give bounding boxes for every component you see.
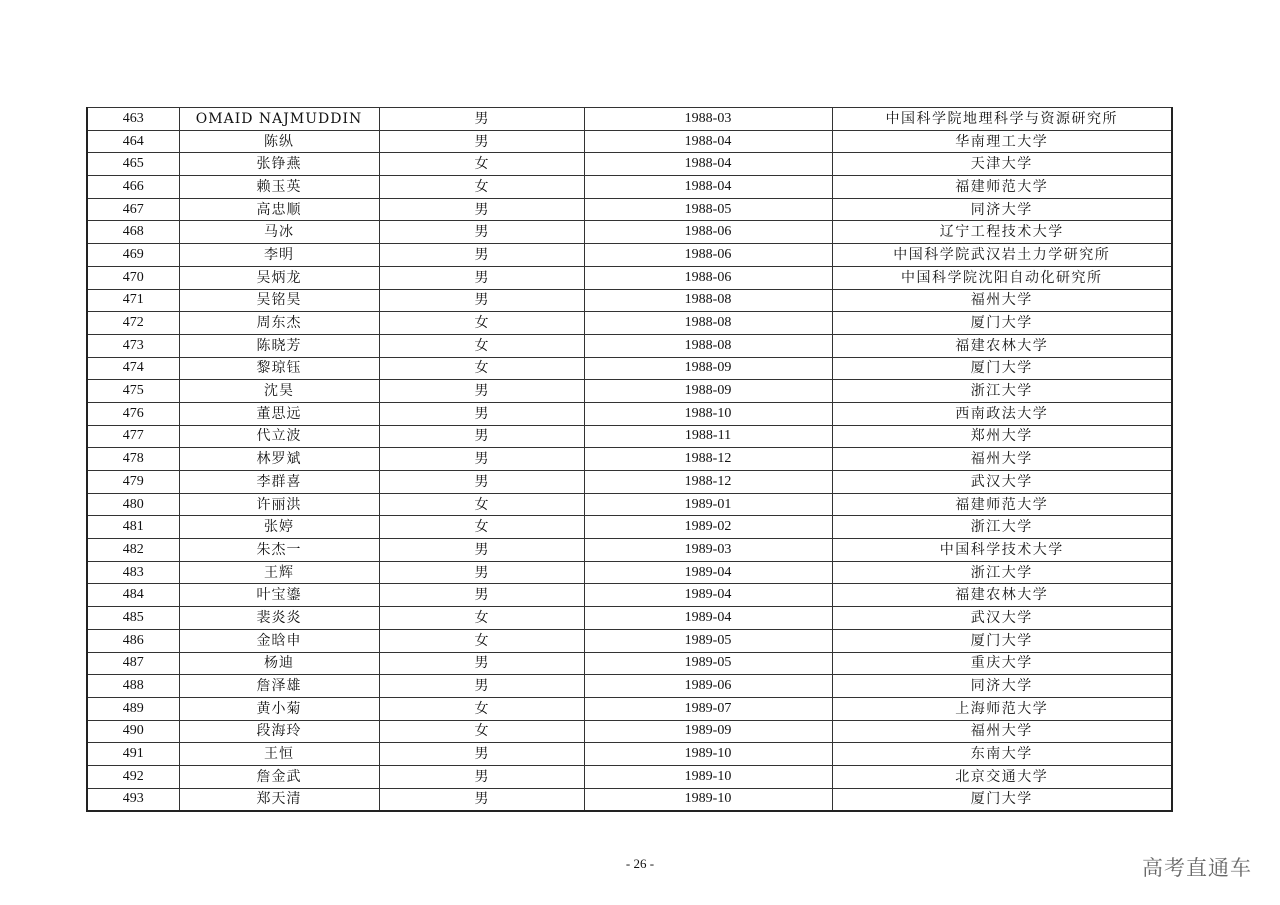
cell-name: 吴铭昊 — [179, 289, 379, 312]
cell-birth-date: 1989-05 — [584, 629, 832, 652]
cell-institution: 福建师范大学 — [832, 176, 1172, 199]
cell-gender: 女 — [379, 312, 584, 335]
cell-gender: 女 — [379, 334, 584, 357]
cell-institution: 武汉大学 — [832, 471, 1172, 494]
cell-birth-date: 1988-06 — [584, 266, 832, 289]
cell-number: 466 — [87, 176, 179, 199]
table-row — [87, 425, 1172, 448]
table-row — [87, 607, 1172, 630]
cell-birth-date: 1988-09 — [584, 380, 832, 403]
cell-name: 董思远 — [179, 402, 379, 425]
cell-gender: 男 — [379, 380, 584, 403]
cell-institution: 北京交通大学 — [832, 765, 1172, 788]
cell-institution: 厦门大学 — [832, 312, 1172, 335]
cell-name: 周东杰 — [179, 312, 379, 335]
cell-institution: 浙江大学 — [832, 561, 1172, 584]
cell-name: 马冰 — [179, 221, 379, 244]
page-number: - 26 - — [625, 856, 655, 871]
cell-institution: 中国科学院沈阳自动化研究所 — [832, 266, 1172, 289]
cell-number: 480 — [87, 493, 179, 516]
cell-number: 468 — [87, 221, 179, 244]
cell-gender: 男 — [379, 743, 584, 766]
cell-gender: 女 — [379, 176, 584, 199]
cell-gender: 女 — [379, 697, 584, 720]
cell-birth-date: 1989-04 — [584, 584, 832, 607]
cell-institution: 福州大学 — [832, 289, 1172, 312]
cell-birth-date: 1989-10 — [584, 765, 832, 788]
cell-name: 陈纵 — [179, 130, 379, 153]
cell-birth-date: 1989-10 — [584, 788, 832, 811]
cell-number: 487 — [87, 652, 179, 675]
cell-name: 林罗斌 — [179, 448, 379, 471]
cell-birth-date: 1988-04 — [584, 176, 832, 199]
cell-name: 叶宝鎏 — [179, 584, 379, 607]
cell-institution: 中国科学技术大学 — [832, 539, 1172, 562]
cell-gender: 女 — [379, 607, 584, 630]
cell-number: 481 — [87, 516, 179, 539]
cell-institution: 福州大学 — [832, 720, 1172, 743]
cell-name: 詹金武 — [179, 765, 379, 788]
cell-number: 472 — [87, 312, 179, 335]
table-row — [87, 198, 1172, 221]
cell-birth-date: 1988-08 — [584, 312, 832, 335]
cell-institution: 同济大学 — [832, 198, 1172, 221]
cell-name: 金晗申 — [179, 629, 379, 652]
cell-birth-date: 1989-06 — [584, 675, 832, 698]
table-row — [87, 176, 1172, 199]
cell-gender: 男 — [379, 266, 584, 289]
table-row — [87, 471, 1172, 494]
cell-name: 李明 — [179, 244, 379, 267]
cell-birth-date: 1988-08 — [584, 334, 832, 357]
cell-name: 许丽洪 — [179, 493, 379, 516]
cell-number: 475 — [87, 380, 179, 403]
cell-number: 483 — [87, 561, 179, 584]
table-row — [87, 765, 1172, 788]
cell-name: 张婷 — [179, 516, 379, 539]
cell-gender: 男 — [379, 584, 584, 607]
table-row — [87, 289, 1172, 312]
cell-institution: 东南大学 — [832, 743, 1172, 766]
cell-birth-date: 1989-04 — [584, 561, 832, 584]
cell-birth-date: 1988-12 — [584, 471, 832, 494]
table-row — [87, 788, 1172, 811]
cell-name: 高忠顺 — [179, 198, 379, 221]
cell-gender: 女 — [379, 493, 584, 516]
cell-institution: 浙江大学 — [832, 516, 1172, 539]
table-row — [87, 108, 1172, 131]
cell-institution: 西南政法大学 — [832, 402, 1172, 425]
cell-number: 470 — [87, 266, 179, 289]
cell-institution: 天津大学 — [832, 153, 1172, 176]
cell-institution: 同济大学 — [832, 675, 1172, 698]
cell-gender: 男 — [379, 471, 584, 494]
cell-number: 486 — [87, 629, 179, 652]
cell-name: OMAID NAJMUDDIN — [179, 108, 379, 131]
table-row — [87, 153, 1172, 176]
cell-birth-date: 1988-03 — [584, 108, 832, 131]
cell-gender: 女 — [379, 720, 584, 743]
cell-institution: 福州大学 — [832, 448, 1172, 471]
cell-name: 王恒 — [179, 743, 379, 766]
cell-name: 王辉 — [179, 561, 379, 584]
table-row — [87, 584, 1172, 607]
cell-birth-date: 1988-06 — [584, 244, 832, 267]
cell-number: 477 — [87, 425, 179, 448]
cell-gender: 男 — [379, 130, 584, 153]
cell-birth-date: 1988-10 — [584, 402, 832, 425]
cell-name: 杨迪 — [179, 652, 379, 675]
cell-gender: 男 — [379, 561, 584, 584]
cell-institution: 厦门大学 — [832, 629, 1172, 652]
cell-number: 464 — [87, 130, 179, 153]
cell-institution: 福建农林大学 — [832, 584, 1172, 607]
cell-birth-date: 1988-05 — [584, 198, 832, 221]
table-row — [87, 402, 1172, 425]
cell-birth-date: 1988-04 — [584, 153, 832, 176]
cell-name: 代立波 — [179, 425, 379, 448]
cell-number: 469 — [87, 244, 179, 267]
cell-gender: 男 — [379, 402, 584, 425]
cell-birth-date: 1988-08 — [584, 289, 832, 312]
table-row — [87, 380, 1172, 403]
cell-birth-date: 1989-10 — [584, 743, 832, 766]
table-row — [87, 675, 1172, 698]
cell-name: 黄小菊 — [179, 697, 379, 720]
cell-birth-date: 1988-12 — [584, 448, 832, 471]
cell-gender: 女 — [379, 357, 584, 380]
table-row — [87, 539, 1172, 562]
cell-number: 490 — [87, 720, 179, 743]
cell-birth-date: 1988-06 — [584, 221, 832, 244]
table-row — [87, 334, 1172, 357]
cell-birth-date: 1989-04 — [584, 607, 832, 630]
cell-number: 463 — [87, 108, 179, 131]
cell-gender: 男 — [379, 244, 584, 267]
cell-gender: 男 — [379, 652, 584, 675]
cell-number: 473 — [87, 334, 179, 357]
cell-birth-date: 1988-04 — [584, 130, 832, 153]
cell-institution: 辽宁工程技术大学 — [832, 221, 1172, 244]
cell-number: 485 — [87, 607, 179, 630]
table-row — [87, 561, 1172, 584]
cell-institution: 浙江大学 — [832, 380, 1172, 403]
table-row — [87, 743, 1172, 766]
cell-institution: 福建农林大学 — [832, 334, 1172, 357]
cell-birth-date: 1988-09 — [584, 357, 832, 380]
cell-birth-date: 1988-11 — [584, 425, 832, 448]
cell-number: 484 — [87, 584, 179, 607]
cell-gender: 女 — [379, 516, 584, 539]
cell-gender: 男 — [379, 765, 584, 788]
table-row — [87, 652, 1172, 675]
cell-name: 张铮燕 — [179, 153, 379, 176]
cell-number: 491 — [87, 743, 179, 766]
cell-institution: 厦门大学 — [832, 357, 1172, 380]
cell-institution: 福建师范大学 — [832, 493, 1172, 516]
cell-number: 489 — [87, 697, 179, 720]
cell-number: 478 — [87, 448, 179, 471]
cell-number: 467 — [87, 198, 179, 221]
cell-number: 465 — [87, 153, 179, 176]
cell-gender: 女 — [379, 153, 584, 176]
cell-name: 赖玉英 — [179, 176, 379, 199]
table-row — [87, 312, 1172, 335]
cell-name: 李群喜 — [179, 471, 379, 494]
cell-gender: 男 — [379, 788, 584, 811]
cell-number: 482 — [87, 539, 179, 562]
cell-name: 郑天清 — [179, 788, 379, 811]
cell-institution: 中国科学院地理科学与资源研究所 — [832, 108, 1172, 131]
cell-birth-date: 1989-07 — [584, 697, 832, 720]
cell-gender: 男 — [379, 198, 584, 221]
cell-number: 479 — [87, 471, 179, 494]
cell-name: 裴炎炎 — [179, 607, 379, 630]
cell-institution: 郑州大学 — [832, 425, 1172, 448]
cell-birth-date: 1989-02 — [584, 516, 832, 539]
cell-number: 476 — [87, 402, 179, 425]
cell-name: 詹泽雄 — [179, 675, 379, 698]
cell-birth-date: 1989-09 — [584, 720, 832, 743]
cell-institution: 重庆大学 — [832, 652, 1172, 675]
cell-name: 黎琼钰 — [179, 357, 379, 380]
cell-name: 朱杰一 — [179, 539, 379, 562]
table-row — [87, 493, 1172, 516]
cell-number: 488 — [87, 675, 179, 698]
cell-number: 471 — [87, 289, 179, 312]
cell-number: 493 — [87, 788, 179, 811]
watermark-logo-text: 高考直通车 — [1142, 856, 1252, 880]
cell-number: 474 — [87, 357, 179, 380]
table-row — [87, 130, 1172, 153]
cell-institution: 武汉大学 — [832, 607, 1172, 630]
cell-gender: 男 — [379, 539, 584, 562]
table-row — [87, 448, 1172, 471]
table-row — [87, 516, 1172, 539]
table-row — [87, 357, 1172, 380]
table-row — [87, 244, 1172, 267]
table-row — [87, 629, 1172, 652]
roster-table — [86, 107, 1173, 812]
cell-gender: 男 — [379, 675, 584, 698]
cell-gender: 男 — [379, 289, 584, 312]
cell-institution: 厦门大学 — [832, 788, 1172, 811]
table-row — [87, 266, 1172, 289]
cell-gender: 男 — [379, 448, 584, 471]
cell-gender: 女 — [379, 629, 584, 652]
table-row — [87, 697, 1172, 720]
table-row — [87, 221, 1172, 244]
cell-birth-date: 1989-03 — [584, 539, 832, 562]
cell-gender: 男 — [379, 108, 584, 131]
cell-name: 吴炳龙 — [179, 266, 379, 289]
cell-gender: 男 — [379, 221, 584, 244]
cell-birth-date: 1989-01 — [584, 493, 832, 516]
cell-number: 492 — [87, 765, 179, 788]
cell-name: 沈昊 — [179, 380, 379, 403]
cell-institution: 华南理工大学 — [832, 130, 1172, 153]
cell-name: 陈晓芳 — [179, 334, 379, 357]
cell-birth-date: 1989-05 — [584, 652, 832, 675]
cell-name: 段海玲 — [179, 720, 379, 743]
cell-institution: 中国科学院武汉岩土力学研究所 — [832, 244, 1172, 267]
table-row — [87, 720, 1172, 743]
cell-gender: 男 — [379, 425, 584, 448]
roster-table-body — [87, 108, 1172, 812]
cell-institution: 上海师范大学 — [832, 697, 1172, 720]
